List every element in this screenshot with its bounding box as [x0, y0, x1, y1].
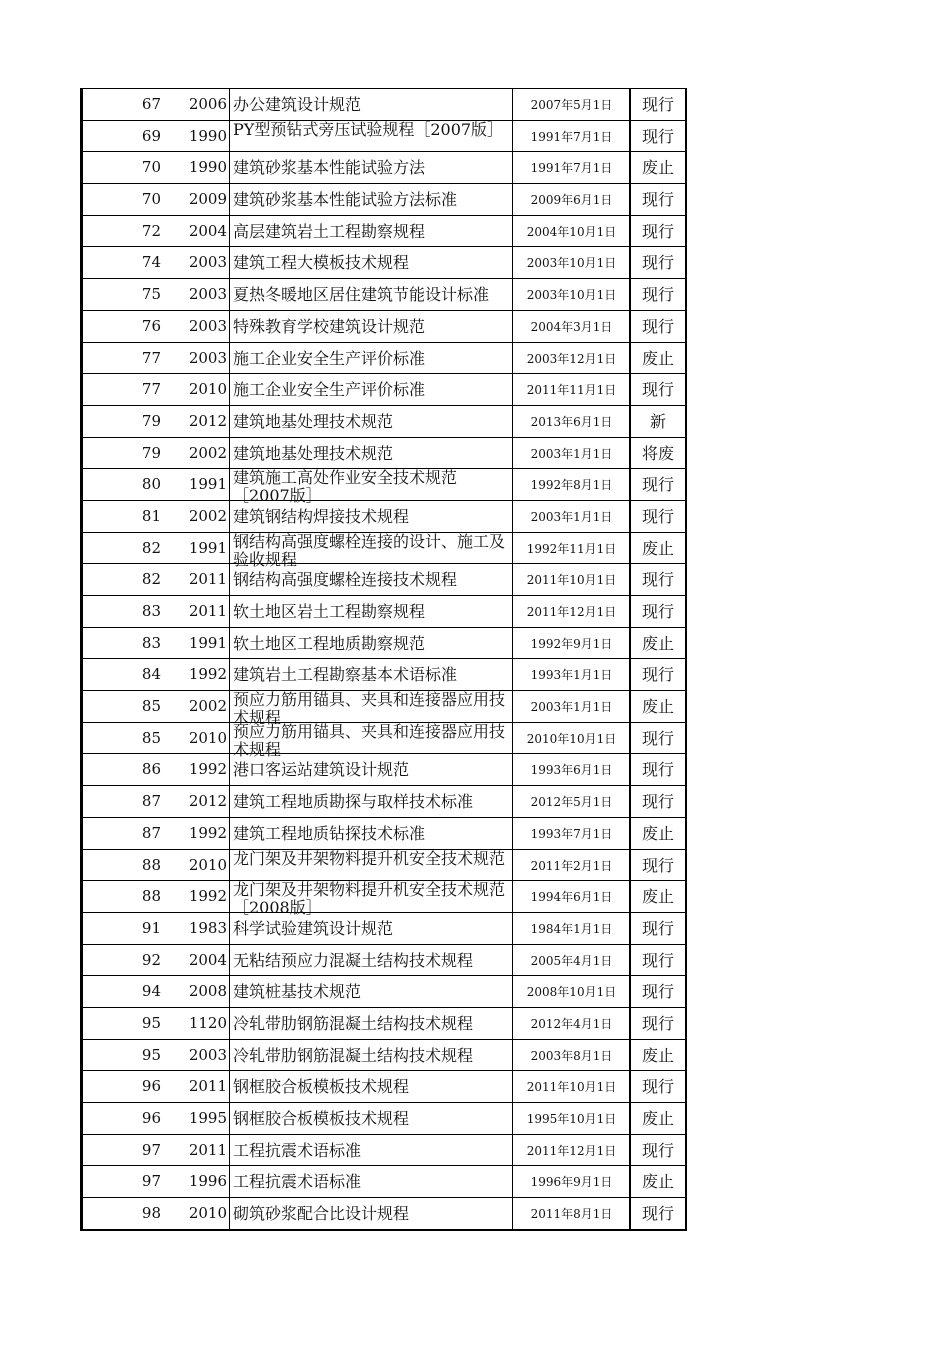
- table-row: [83, 183, 685, 215]
- effective-date-cell: 2012年4月1日: [512, 1008, 630, 1039]
- status-cell: 现行: [629, 311, 685, 342]
- standards-table: [80, 88, 687, 1231]
- standard-number-cell: 79: [141, 443, 161, 462]
- standard-name-cell: 钢框胶合板模板技术规程: [229, 1071, 512, 1102]
- effective-date-cell: 1995年10月1日: [512, 1103, 630, 1134]
- standard-name-cell: 建筑地基处理技术规范: [229, 438, 512, 469]
- standard-number-cell: 70: [141, 158, 161, 177]
- standard-number-cell: 92: [141, 950, 161, 969]
- table-row: [83, 627, 685, 659]
- standard-name-cell: 龙门架及井架物料提升机安全技术规范: [229, 850, 512, 881]
- status-cell: 现行: [629, 786, 685, 817]
- standard-year-cell: 2008: [188, 982, 227, 1001]
- standard-year-cell: 2004: [188, 950, 227, 969]
- standard-year-cell: 2002: [188, 697, 227, 716]
- standard-number-cell: 86: [141, 760, 161, 779]
- standard-year-cell: 1983: [188, 918, 227, 937]
- standard-number-cell: 84: [141, 665, 161, 684]
- standard-number-cell: 98: [141, 1204, 161, 1223]
- standard-number-cell: 88: [141, 887, 161, 906]
- standard-number-cell: 80: [141, 475, 161, 494]
- table-row: [83, 849, 685, 881]
- standard-number-cell: 79: [141, 411, 161, 430]
- table-row: [83, 1070, 685, 1102]
- standard-number-cell: 76: [141, 316, 161, 335]
- table-row: [83, 912, 685, 944]
- effective-date-cell: 1991年7月1日: [512, 121, 630, 152]
- table-row: [83, 658, 685, 690]
- standard-name-cell: 施工企业安全生产评价标准: [229, 343, 512, 374]
- standard-number-cell: 96: [141, 1109, 161, 1127]
- status-cell: 现行: [629, 1135, 685, 1166]
- effective-date-cell: 2011年8月1日: [512, 1198, 630, 1229]
- standard-number-cell: 72: [141, 221, 161, 240]
- effective-date-cell: 2011年11月1日: [512, 374, 630, 405]
- standard-year-cell: 2003: [188, 316, 227, 335]
- standard-number-cell: 88: [141, 855, 161, 874]
- standard-number-cell: 83: [141, 633, 161, 652]
- standard-year-cell: 1996: [188, 1172, 227, 1191]
- standard-number-cell: 77: [141, 348, 161, 367]
- status-cell: 现行: [629, 976, 685, 1007]
- status-cell: 废止: [629, 152, 685, 183]
- standard-number-cell: 81: [141, 506, 161, 525]
- standard-year-cell: 2011: [188, 1140, 227, 1159]
- standard-year-cell: 2003: [188, 348, 227, 367]
- standard-year-cell: 2011: [188, 570, 227, 589]
- standard-name-cell: 建筑砂浆基本性能试验方法: [229, 152, 512, 183]
- table-row: [83, 278, 685, 310]
- standard-year-cell: 1992: [188, 665, 227, 684]
- standard-year-cell: 1991: [188, 538, 227, 557]
- table-row: [83, 595, 685, 627]
- table-row: [83, 721, 685, 759]
- standard-name-cell: 砌筑砂浆配合比设计规程: [229, 1198, 512, 1229]
- standard-year-cell: 2002: [188, 506, 227, 525]
- effective-date-cell: 2009年6月1日: [512, 184, 630, 215]
- table-row: [83, 1007, 685, 1039]
- effective-date-cell: 2003年10月1日: [512, 279, 630, 310]
- status-cell: 废止: [629, 1166, 685, 1197]
- standard-number-cell: 97: [141, 1172, 161, 1191]
- table-row: [83, 880, 685, 918]
- effective-date-cell: 2007年5月1日: [512, 89, 630, 120]
- standard-number-cell: 69: [141, 126, 161, 145]
- standard-year-cell: 2010: [188, 1204, 227, 1223]
- standard-number-cell: 82: [141, 570, 161, 589]
- standard-number-cell: 83: [141, 602, 161, 620]
- standard-name-cell: 建筑工程地质勘探与取样技术标准: [229, 786, 512, 817]
- effective-date-cell: 2003年12月1日: [512, 343, 630, 374]
- status-cell: 现行: [629, 659, 685, 690]
- status-cell: 现行: [629, 850, 685, 881]
- status-cell: 废止: [629, 1103, 685, 1134]
- standard-name-cell: 预应力筋用锚具、夹具和连接器应用技术规程: [229, 723, 512, 754]
- standard-number-cell: 87: [141, 823, 161, 842]
- table-row: [83, 785, 685, 817]
- status-cell: 废止: [629, 691, 685, 722]
- status-cell: 现行: [629, 501, 685, 532]
- status-cell: 现行: [629, 945, 685, 976]
- standard-year-cell: 1990: [188, 158, 227, 177]
- effective-date-cell: 2003年1月1日: [512, 501, 630, 532]
- standard-name-cell: 工程抗震术语标准: [229, 1166, 512, 1197]
- standard-year-cell: 2010: [188, 728, 227, 747]
- table-row: [83, 753, 685, 785]
- status-cell: 现行: [629, 1198, 685, 1229]
- standard-number-cell: 97: [141, 1140, 161, 1159]
- status-cell: 废止: [629, 533, 685, 564]
- effective-date-cell: 2011年10月1日: [512, 1071, 630, 1102]
- standard-year-cell: 1992: [188, 887, 227, 906]
- standard-year-cell: 2006: [188, 95, 227, 113]
- standard-number-cell: 67: [141, 95, 161, 113]
- standard-year-cell: 2003: [188, 1045, 227, 1064]
- standard-number-cell: 94: [141, 982, 161, 1001]
- status-cell: 现行: [629, 564, 685, 595]
- standard-year-cell: 2009: [188, 190, 227, 209]
- standard-name-cell: 高层建筑岩土工程勘察规程: [229, 216, 512, 247]
- standard-name-cell: 建筑钢结构焊接技术规程: [229, 501, 512, 532]
- standard-year-cell: 1991: [188, 633, 227, 652]
- status-cell: 现行: [629, 1071, 685, 1102]
- standard-name-cell: 建筑砂浆基本性能试验方法标准: [229, 184, 512, 215]
- status-cell: 现行: [629, 279, 685, 310]
- standard-year-cell: 2010: [188, 380, 227, 399]
- standard-year-cell: 1991: [188, 475, 227, 494]
- effective-date-cell: 1991年7月1日: [512, 152, 630, 183]
- effective-date-cell: 2011年12月1日: [512, 1135, 630, 1166]
- table-row: [83, 500, 685, 532]
- standard-year-cell: 2004: [188, 221, 227, 240]
- standard-year-cell: 1120: [188, 1013, 227, 1032]
- standard-name-cell: 钢框胶合板模板技术规程: [229, 1103, 512, 1134]
- standard-name-cell: 钢结构高强度螺栓连接的设计、施工及验收规程: [229, 533, 512, 564]
- standard-number-cell: 96: [141, 1077, 161, 1096]
- standard-name-cell: PY型预钻式旁压试验规程［2007版］: [229, 121, 512, 152]
- status-cell: 现行: [629, 1008, 685, 1039]
- standard-name-cell: 冷轧带肋钢筋混凝土结构技术规程: [229, 1040, 512, 1071]
- status-cell: 废止: [629, 881, 685, 912]
- standard-name-cell: 软土地区岩土工程勘察规程: [229, 596, 512, 627]
- effective-date-cell: 2004年10月1日: [512, 216, 630, 247]
- effective-date-cell: 2003年1月1日: [512, 438, 630, 469]
- standard-name-cell: 工程抗震术语标准: [229, 1135, 512, 1166]
- table-row: [83, 437, 685, 469]
- standard-year-cell: 1995: [188, 1109, 227, 1127]
- standard-number-cell: 77: [141, 380, 161, 399]
- status-cell: 废止: [629, 343, 685, 374]
- standard-number-cell: 75: [141, 285, 161, 304]
- table-row: [83, 310, 685, 342]
- effective-date-cell: 2011年12月1日: [512, 596, 630, 627]
- standard-year-cell: 2003: [188, 285, 227, 304]
- standard-name-cell: 港口客运站建筑设计规范: [229, 754, 512, 785]
- effective-date-cell: 2010年10月1日: [512, 723, 630, 754]
- effective-date-cell: 2003年8月1日: [512, 1040, 630, 1071]
- standard-year-cell: 2010: [188, 855, 227, 874]
- effective-date-cell: 2005年4月1日: [512, 945, 630, 976]
- effective-date-cell: 1992年11月1日: [512, 533, 630, 564]
- standard-name-cell: 无粘结预应力混凝土结构技术规程: [229, 945, 512, 976]
- standard-name-cell: 钢结构高强度螺栓连接技术规程: [229, 564, 512, 595]
- table-row: [83, 246, 685, 278]
- effective-date-cell: 2011年10月1日: [512, 564, 630, 595]
- effective-date-cell: 1993年1月1日: [512, 659, 630, 690]
- table-row: [83, 975, 685, 1007]
- status-cell: 废止: [629, 818, 685, 849]
- status-cell: 将废: [629, 438, 685, 469]
- standard-number-cell: 87: [141, 792, 161, 811]
- standard-year-cell: 2012: [188, 411, 227, 430]
- status-cell: 现行: [629, 121, 685, 152]
- table-row: [83, 151, 685, 183]
- table-row: [83, 817, 685, 849]
- standard-year-cell: 1992: [188, 760, 227, 779]
- table-row: [83, 342, 685, 374]
- standard-number-cell: 85: [141, 697, 161, 716]
- standard-year-cell: 2011: [188, 1077, 227, 1096]
- standard-name-cell: 夏热冬暖地区居住建筑节能设计标准: [229, 279, 512, 310]
- table-row: [83, 373, 685, 405]
- effective-date-cell: 1994年6月1日: [512, 881, 630, 912]
- standard-name-cell: 预应力筋用锚具、夹具和连接器应用技术规程: [229, 691, 512, 722]
- standard-name-cell: 建筑地基处理技术规范: [229, 406, 512, 437]
- status-cell: 现行: [629, 469, 685, 500]
- standard-year-cell: 2012: [188, 792, 227, 811]
- effective-date-cell: 1993年7月1日: [512, 818, 630, 849]
- standard-year-cell: 2011: [188, 602, 227, 620]
- effective-date-cell: 2003年10月1日: [512, 247, 630, 278]
- table-row: [83, 468, 685, 506]
- standard-number-cell: 70: [141, 190, 161, 209]
- status-cell: 现行: [629, 754, 685, 785]
- table-row: [83, 1102, 685, 1134]
- standard-name-cell: 建筑施工高处作业安全技术规范［2007版］: [229, 469, 512, 500]
- table-row: [83, 944, 685, 976]
- table-row: [83, 120, 685, 152]
- standard-year-cell: 1992: [188, 823, 227, 842]
- effective-date-cell: 2013年6月1日: [512, 406, 630, 437]
- standard-name-cell: 科学试验建筑设计规范: [229, 913, 512, 944]
- standard-number-cell: 85: [141, 728, 161, 747]
- effective-date-cell: 1993年6月1日: [512, 754, 630, 785]
- effective-date-cell: 1984年1月1日: [512, 913, 630, 944]
- table-row: [83, 1039, 685, 1071]
- table-row: [83, 531, 685, 569]
- standard-name-cell: 建筑岩土工程勘察基本术语标准: [229, 659, 512, 690]
- table-row: [83, 88, 685, 120]
- table-row: [83, 1197, 685, 1229]
- status-cell: 现行: [629, 596, 685, 627]
- standard-number-cell: 91: [141, 918, 161, 937]
- status-cell: 现行: [629, 723, 685, 754]
- status-cell: 新: [629, 406, 685, 437]
- effective-date-cell: 1992年8月1日: [512, 469, 630, 500]
- standard-name-cell: 办公建筑设计规范: [229, 89, 512, 120]
- standard-year-cell: 2002: [188, 443, 227, 462]
- standard-number-cell: 82: [141, 538, 161, 557]
- status-cell: 现行: [629, 247, 685, 278]
- effective-date-cell: 1996年9月1日: [512, 1166, 630, 1197]
- table-row: [83, 563, 685, 595]
- status-cell: 现行: [629, 374, 685, 405]
- standard-name-cell: 冷轧带肋钢筋混凝土结构技术规程: [229, 1008, 512, 1039]
- effective-date-cell: 2004年3月1日: [512, 311, 630, 342]
- table-row: [83, 215, 685, 247]
- standard-name-cell: 施工企业安全生产评价标准: [229, 374, 512, 405]
- effective-date-cell: 2008年10月1日: [512, 976, 630, 1007]
- status-cell: 废止: [629, 628, 685, 659]
- standard-year-cell: 1990: [188, 126, 227, 145]
- standard-number-cell: 95: [141, 1013, 161, 1032]
- status-cell: 现行: [629, 913, 685, 944]
- table-row: [83, 1134, 685, 1166]
- effective-date-cell: 2011年2月1日: [512, 850, 630, 881]
- effective-date-cell: 1992年9月1日: [512, 628, 630, 659]
- table-row: [83, 1165, 685, 1197]
- table-row: [83, 690, 685, 728]
- standard-name-cell: 特殊教育学校建筑设计规范: [229, 311, 512, 342]
- standard-name-cell: 软土地区工程地质勘察规范: [229, 628, 512, 659]
- table-row: [83, 405, 685, 437]
- effective-date-cell: 2012年5月1日: [512, 786, 630, 817]
- status-cell: 现行: [629, 216, 685, 247]
- standard-name-cell: 建筑桩基技术规范: [229, 976, 512, 1007]
- standard-name-cell: 龙门架及井架物料提升机安全技术规范［2008版］: [229, 881, 512, 912]
- status-cell: 现行: [629, 184, 685, 215]
- standard-number-cell: 95: [141, 1045, 161, 1064]
- standard-year-cell: 2003: [188, 253, 227, 272]
- status-cell: 废止: [629, 1040, 685, 1071]
- standard-name-cell: 建筑工程大模板技术规程: [229, 247, 512, 278]
- standard-number-cell: 74: [141, 253, 161, 272]
- effective-date-cell: 2003年1月1日: [512, 691, 630, 722]
- standard-name-cell: 建筑工程地质钻探技术标准: [229, 818, 512, 849]
- status-cell: 现行: [629, 89, 685, 120]
